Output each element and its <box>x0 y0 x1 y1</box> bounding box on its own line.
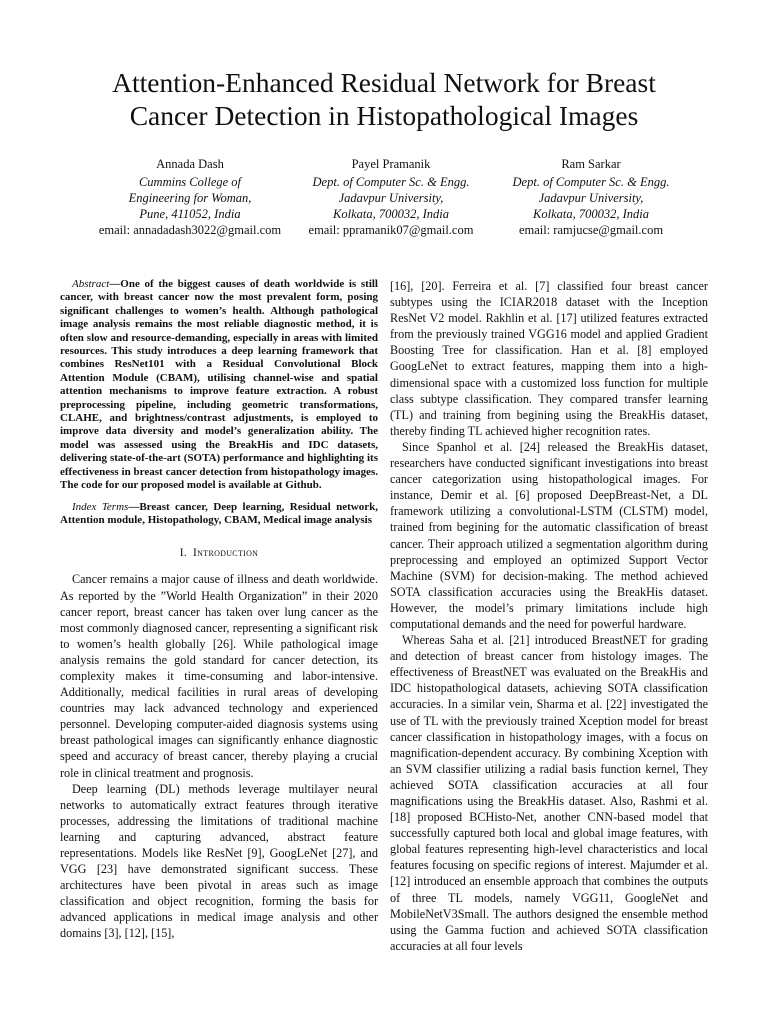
title-line-1: Attention-Enhanced Residual Network for Breast <box>112 67 656 98</box>
paragraph: Deep learning (DL) methods leverage multilayer neural networks to automatically extract features through iterative processes, addressing the limitations of traditional machine learning and capturing advanced, abstract feature representations. Models like ResNet [9], GoogLeNet [27], and VGG [23] have demonstrated significant success. These architectures have been pivotal in areas such as image classification and object recognition, forming the basis for advanced applications in medical image analysis and other domains [3], [12], [15], <box>60 781 378 941</box>
author-affiliation-line: Dept. of Computer Sc. & Engg. <box>512 175 670 189</box>
abstract-text: —One of the biggest causes of death worldwide is still cancer, with breast cancer now the most prevalent form, posing significant challenges to women’s health. Although pathological image analysis remains the most reliable diagnostic method, it is often slow and resource-demanding, especially in areas with limited resources. This study introduces a deep learning framework that combines ResNet101 with a Residual Convolutional Block Attention Module (CBAM), utilising channel-wise and spatial attention mechanisms to improve feature extraction. A robust preprocessing pipeline, including geometric transformations, CLAHE, and brightness/contrast adjustments, is employed to improve data diversity and model’s generalization ability. The model was assessed using the BreakHis and IDC datasets, delivering state-of-the-art (SOTA) performance and highlighting its effectiveness in breast cancer detection from histopathology images. The code for our proposed model is available at Github. <box>60 278 378 492</box>
section-title: Introduction <box>193 547 259 560</box>
author-affiliation-line: Pune, 411052, India <box>139 207 241 221</box>
author-email: email: annadadash3022@gmail.com <box>98 223 282 237</box>
title-line-2: Cancer Detection in Histopathological Images <box>129 100 639 131</box>
author-affiliation-line: Kolkata, 700032, India <box>533 207 649 221</box>
paragraph: Whereas Saha et al. [21] introduced BreastNET for grading and detection of breast cancer from histology images. The effectiveness of BreastNET was evaluated on the BreakHis and IDC histopathological datasets, achieving SOTA classification accuracies. In a similar vein, Sharma et al. [22] investigated the use of TL with the previously trained Xception model for breast cancer classification in histopathology images, with a focus on magnification-dependent accuracy. By combining Xception with an SVM classifier utilizing a radial basis function kernel, They achieved SOTA classification accuracies at all four magnifications using the BreakHis dataset. Also, Rashmi et al. [18] proposed BCHisto-Net, another CNN-based model that successfully captured both local and global image features, with global features representing high-level characteristics and local features focusing on specific regions of interest. Majumder et al. [12] introduced an ensemble approach that combines the outputs of three TL models, namely VGG11, GoogleNet and MobileNetV3Small. The authors designed the ensemble method using the Gamma fuction and achieved SOTA classification accuracies at all four levels <box>390 633 708 953</box>
author-affiliation-line: Dept. of Computer Sc. & Engg. <box>312 175 470 189</box>
paragraph: [16], [20]. Ferreira et al. [7] classified four breast cancer subtypes using the ICIAR2018 dataset with the Inception ResNet V2 model. Rakhlin et al. [17] utilized features extracted from the previously trained VGG16 model and applied Gradient Boosting Tree for classification. Han et al. [8] employed GoogLeNet to extract features, mapping them into a high-dimensional space with a customized loss function for multiple class subtype classification. They compared transfer learning (TL) and training from begining using the BreakHis dataset, thereby finding TL achieved higher recognition rates. <box>390 279 708 438</box>
author-affiliation-line: Jadavpur University, <box>338 191 444 205</box>
paragraph: Since Spanhol et al. [24] released the BreakHis dataset, researchers have conducted significant investigations into breast cancer categorization using histopathological images. For instance, Demir et al. [6] proposed DeepBreast-Net, a DL framework utilizing a convolutional-LSTM (CLSTM) model, trained from begining for the automatic classification of breast cancer. Their approach utilized a segmentation algorithm during preprocessing and employed an optimized Support Vector Machine (SVM) for decision-making. The method achieved SOTA classification accuracies using the BreakHis dataset. However, the model’s primary limitations include high computational demands and the need for powerful hardware. <box>390 439 708 631</box>
author-name: Payel Pramanik <box>351 157 431 171</box>
abstract-label: Abstract <box>72 278 110 290</box>
author-affiliation-line: Kolkata, 700032, India <box>333 207 449 221</box>
author-block-3 <box>476 156 706 238</box>
section-heading <box>60 545 378 561</box>
author-name: Ram Sarkar <box>561 157 621 171</box>
author-email: email: ramjucse@gmail.com <box>518 223 664 237</box>
author-block-1 <box>75 156 305 238</box>
paper-title <box>40 66 728 132</box>
index-terms-label: Index Terms <box>72 500 129 513</box>
author-affiliation-line: Engineering for Woman, <box>128 191 252 205</box>
author-block-2 <box>276 156 506 238</box>
right-column <box>390 278 708 954</box>
index-terms-text: —Breast cancer, Deep learning, Residual network, Attention module, Histopathology, CBAM, Medical image analysis <box>60 500 378 526</box>
paragraph: Cancer remains a major cause of illness and death worldwide. As reported by the ”World Health Organization” in their 2020 cancer report, breast cancer has taken over lung cancer as the most commonly diagnosed cancer, representing a significant risk to women’s health globally [26]. While pathological image analysis remains the gold standard for cancer detection, its complexity makes it time-consuming and labor-intensive. Additionally, medical facilities in rural areas of developing countries may lack advanced technology and experienced personnel. Developing computer-aided diagnosis systems using breast pathological images can significantly enhance diagnostic speed and accuracy of breast cancer, thereby playing a crucial role in clinical treatment and prognosis. <box>60 572 378 780</box>
left-column <box>60 278 378 942</box>
index-terms <box>60 501 378 528</box>
author-email: email: ppramanik07@gmail.com <box>308 223 474 237</box>
author-name: Annada Dash <box>156 157 224 171</box>
author-affiliation-line: Cummins College of <box>138 175 242 189</box>
author-affiliation-line: Jadavpur University, <box>538 191 644 205</box>
section-number: I. <box>179 547 188 560</box>
abstract <box>60 278 378 493</box>
